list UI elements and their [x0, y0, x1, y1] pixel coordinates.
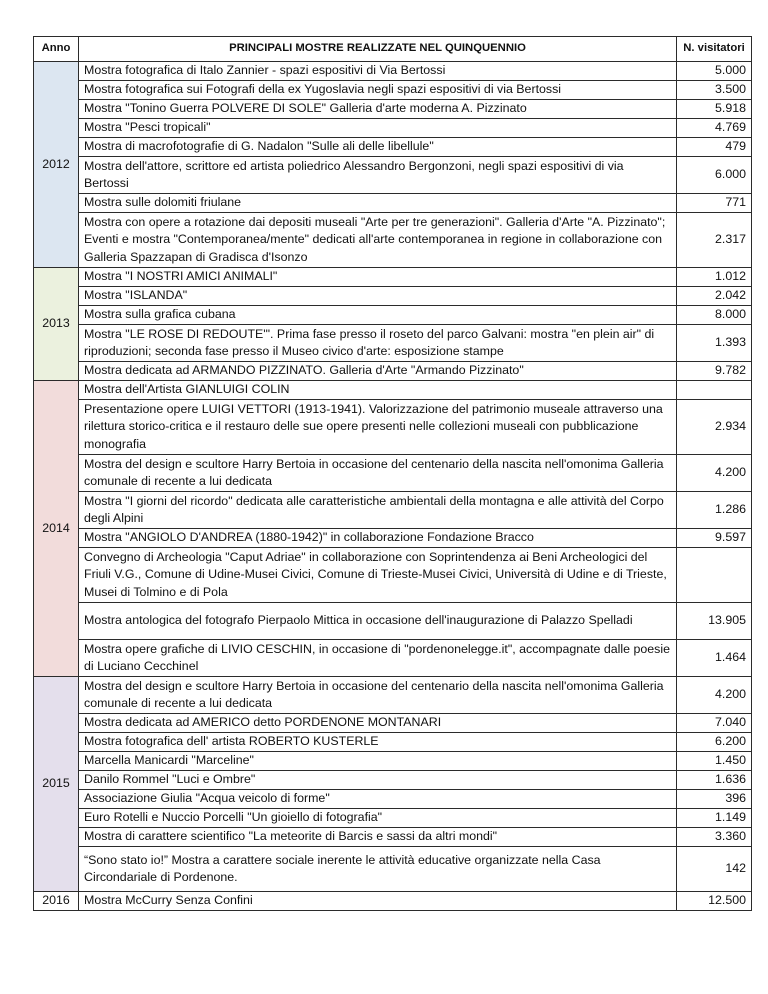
exhibition-description: Mostra fotografica di Italo Zannier - spazi espositivi di Via Bertossi: [79, 62, 677, 81]
table-row: [34, 640, 752, 677]
visitor-count: 1.450: [677, 752, 752, 771]
table-body: [34, 62, 752, 911]
visitor-count: 1.286: [677, 492, 752, 529]
year-cell: 2016: [34, 892, 79, 911]
visitor-count: 1.012: [677, 268, 752, 287]
table-row: [34, 362, 752, 381]
visitor-count: 142: [677, 847, 752, 892]
visitor-count: 2.934: [677, 400, 752, 455]
exhibition-description: Mostra fotografica sui Fotografi della ex Yugoslavia negli spazi espositivi di via Bertossi: [79, 81, 677, 100]
table-row: [34, 306, 752, 325]
table-row: [34, 455, 752, 492]
year-cell: 2015: [34, 677, 79, 892]
exhibition-description: Euro Rotelli e Nuccio Porcelli "Un gioiello di fotografia": [79, 809, 677, 828]
table-row: [34, 677, 752, 714]
year-cell: 2012: [34, 62, 79, 268]
exhibition-description: Mostra del design e scultore Harry Bertoia in occasione del centenario della nascita nell'omonima Galleria comunale di recente a lui dedicata: [79, 455, 677, 492]
table-row: [34, 790, 752, 809]
table-row: [34, 714, 752, 733]
exhibition-description: Mostra con opere a rotazione dai depositi museali "Arte per tre generazioni". Galleria d'Arte "A. Pizzinato"; Eventi e mostra "Contemporanea/mente" dedicati all'arte contemporanea in regione in collaborazione con Galleria Spazzapan di Gradisca d'Isonzo: [79, 213, 677, 268]
table-row: [34, 771, 752, 790]
exhibition-description: Marcella Manicardi "Marceline": [79, 752, 677, 771]
visitor-count: 1.636: [677, 771, 752, 790]
exhibition-description: Mostra antologica del fotografo Pierpaolo Mittica in occasione dell'inaugurazione di Palazzo Spelladi: [79, 603, 677, 640]
exhibition-description: Mostra sulla grafica cubana: [79, 306, 677, 325]
table-row: [34, 100, 752, 119]
exhibition-description: Mostra dedicata ad AMERICO detto PORDENONE MONTANARI: [79, 714, 677, 733]
table-row: [34, 138, 752, 157]
table-row: [34, 157, 752, 194]
exhibition-description: Associazione Giulia "Acqua veicolo di forme": [79, 790, 677, 809]
year-cell: 2014: [34, 381, 79, 677]
table-row: [34, 603, 752, 640]
year-column-header: Anno: [34, 37, 79, 62]
table-row: [34, 325, 752, 362]
visitor-count: 5.000: [677, 62, 752, 81]
table-row: [34, 62, 752, 81]
header-row: [34, 37, 752, 62]
table-row: [34, 529, 752, 548]
visitor-count: 479: [677, 138, 752, 157]
exhibition-description: Mostra "LE ROSE DI REDOUTE'". Prima fase presso il roseto del parco Galvani: mostra "en plein air" di riproduzioni; seconda fase presso il Museo civico d'arte: esposizione stampe: [79, 325, 677, 362]
visitor-count: 1.393: [677, 325, 752, 362]
visitor-count: 5.918: [677, 100, 752, 119]
visitor-count: 3.500: [677, 81, 752, 100]
table-row: [34, 194, 752, 213]
visitor-count: 12.500: [677, 892, 752, 911]
exhibition-description: Mostra "ISLANDA": [79, 287, 677, 306]
exhibition-description: Mostra fotografica dell' artista ROBERTO KUSTERLE: [79, 733, 677, 752]
visitor-count: 9.597: [677, 529, 752, 548]
table-row: [34, 400, 752, 455]
exhibition-description: Mostra sulle dolomiti friulane: [79, 194, 677, 213]
visitor-count: 1.149: [677, 809, 752, 828]
visitor-count: 771: [677, 194, 752, 213]
exhibition-description: Mostra dedicata ad ARMANDO PIZZINATO. Galleria d'Arte "Armando Pizzinato": [79, 362, 677, 381]
table-row: [34, 752, 752, 771]
exhibition-description: Mostra "Pesci tropicali": [79, 119, 677, 138]
exhibition-description: Convegno di Archeologia "Caput Adriae" in collaborazione con Soprintendenza ai Beni Archeologici del Friuli V.G., Comune di Udine-Musei Civici, Comune di Trieste-Musei Civici, Università di Udine e di Trieste, Musei di Tolmino e di Pola: [79, 548, 677, 603]
exhibition-description: Danilo Rommel "Luci e Ombre": [79, 771, 677, 790]
table-row: [34, 287, 752, 306]
table-row: [34, 847, 752, 892]
exhibition-description: Mostra "Tonino Guerra POLVERE DI SOLE" Galleria d'arte moderna A. Pizzinato: [79, 100, 677, 119]
exhibition-description: Mostra dell'attore, scrittore ed artista poliedrico Alessandro Bergonzoni, negli spazi espositivi di via Bertossi: [79, 157, 677, 194]
visitor-count: 8.000: [677, 306, 752, 325]
table-row: [34, 213, 752, 268]
visitor-count: 396: [677, 790, 752, 809]
table-row: [34, 733, 752, 752]
visitors-column-header: N. visitatori: [677, 37, 752, 62]
table-row: [34, 119, 752, 138]
visitor-count: 1.464: [677, 640, 752, 677]
visitor-count: 3.360: [677, 828, 752, 847]
exhibition-description: Mostra "I NOSTRI AMICI ANIMALI": [79, 268, 677, 287]
visitor-count: 6.000: [677, 157, 752, 194]
visitor-count: 4.200: [677, 677, 752, 714]
visitor-count: 7.040: [677, 714, 752, 733]
exhibition-description: Mostra McCurry Senza Confini: [79, 892, 677, 911]
visitor-count: 13.905: [677, 603, 752, 640]
exhibitions-table: [33, 36, 752, 911]
visitor-count: 6.200: [677, 733, 752, 752]
exhibition-description: Mostra dell'Artista GIANLUIGI COLIN: [79, 381, 677, 400]
table-row: [34, 828, 752, 847]
table-row: [34, 548, 752, 603]
visitor-count: [677, 548, 752, 603]
year-cell: 2013: [34, 268, 79, 381]
table-row: [34, 81, 752, 100]
visitor-count: 9.782: [677, 362, 752, 381]
exhibition-description: Presentazione opere LUIGI VETTORI (1913-1941). Valorizzazione del patrimonio museale attraverso una rilettura storico-critica e il restauro delle sue opere presenti nelle collezioni museali con pubblicazione monografia: [79, 400, 677, 455]
table-row: [34, 809, 752, 828]
table-row: [34, 892, 752, 911]
table-row: [34, 268, 752, 287]
exhibition-description: Mostra di macrofotografie di G. Nadalon "Sulle ali delle libellule": [79, 138, 677, 157]
table-row: [34, 492, 752, 529]
exhibition-description: Mostra opere grafiche di LIVIO CESCHIN, in occasione di "pordenonelegge.it", accompagnate dalle poesie di Luciano Cecchinel: [79, 640, 677, 677]
exhibition-description: “Sono stato io!” Mostra a carattere sociale inerente le attività educative organizzate nella Casa Circondariale di Pordenone.: [79, 847, 677, 892]
table-row: [34, 381, 752, 400]
title-column-header: PRINCIPALI MOSTRE REALIZZATE NEL QUINQUENNIO: [79, 37, 677, 62]
exhibition-description: Mostra "ANGIOLO D'ANDREA (1880-1942)" in collaborazione Fondazione Bracco: [79, 529, 677, 548]
visitor-count: 2.042: [677, 287, 752, 306]
visitor-count: 4.769: [677, 119, 752, 138]
exhibition-description: Mostra di carattere scientifico "La meteorite di Barcis e sassi da altri mondi": [79, 828, 677, 847]
visitor-count: 4.200: [677, 455, 752, 492]
exhibition-description: Mostra "I giorni del ricordo" dedicata alle caratteristiche ambientali della montagna e alle attività del Corpo degli Alpini: [79, 492, 677, 529]
visitor-count: [677, 381, 752, 400]
exhibition-description: Mostra del design e scultore Harry Bertoia in occasione del centenario della nascita nell'omonima Galleria comunale di recente a lui dedicata: [79, 677, 677, 714]
visitor-count: 2.317: [677, 213, 752, 268]
